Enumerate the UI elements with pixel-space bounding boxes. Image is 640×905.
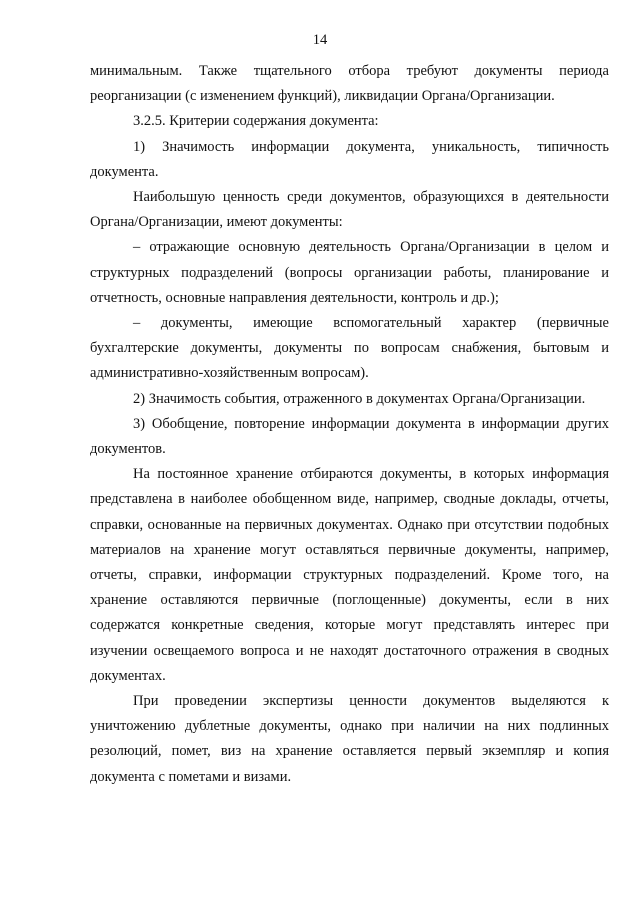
paragraph-expertise: При проведении экспертизы ценности документов выделяются к уничтожению дублетные документы, однако при наличии на них подлинных резолюций, помет, виз на хранение оставляется первый экземпляр и копия документа с пометами и визами. (90, 693, 609, 785)
paragraph-criterion-1: 1) Значимость информации документа, уникальность, типичность документа. (90, 138, 609, 180)
list-item-main-activity: – отражающие основную деятельность Органа/Организации в целом и структурных подразделений (вопросы организации работы, планирование и отчетность, основные направления деятельности, контроль и др.); (90, 239, 609, 306)
list-item-auxiliary: – документы, имеющие вспомогательный характер (первичные бухгалтерские документы, документы по вопросам снабжения, бытовым и административно-хозяйственным вопросам). (90, 315, 609, 382)
paragraph-section-heading: 3.2.5. Критерии содержания документа: (133, 113, 379, 130)
page-number: 14 (312, 32, 328, 48)
paragraph-permanent-storage: На постоянное хранение отбираются документы, в которых информация представлена в наиболее обобщенном виде, например, сводные доклады, отчеты, справки, основанные на первичных документах. Однако при отсутствии подобных материалов на хранение могут оставляться первичные документы, например, отчеты, справки, информации структурных подразделений. Кроме того, на хранение оставляются первичные (поглощенные) документы, если в них содержатся конкретные сведения, которые могут представлять интерес при изучении освещаемого вопроса и не находят достаточного отражения в сводных документах. (90, 466, 609, 684)
paragraph-reorganization-continuation: минимальным. Также тщательного отбора требуют документы периода реорганизации (с изменением функций), ликвидации Органа/Организации. (90, 63, 609, 105)
document-body (90, 59, 609, 790)
paragraph-criterion-2: 2) Значимость события, отраженного в документах Органа/Организации. (133, 390, 586, 407)
paragraph-greatest-value: Наибольшую ценность среди документов, образующихся в деятельности Органа/Организации, имеют документы: (90, 189, 609, 231)
paragraph-criterion-3: 3) Обобщение, повторение информации документа в информации других документов. (90, 415, 609, 458)
